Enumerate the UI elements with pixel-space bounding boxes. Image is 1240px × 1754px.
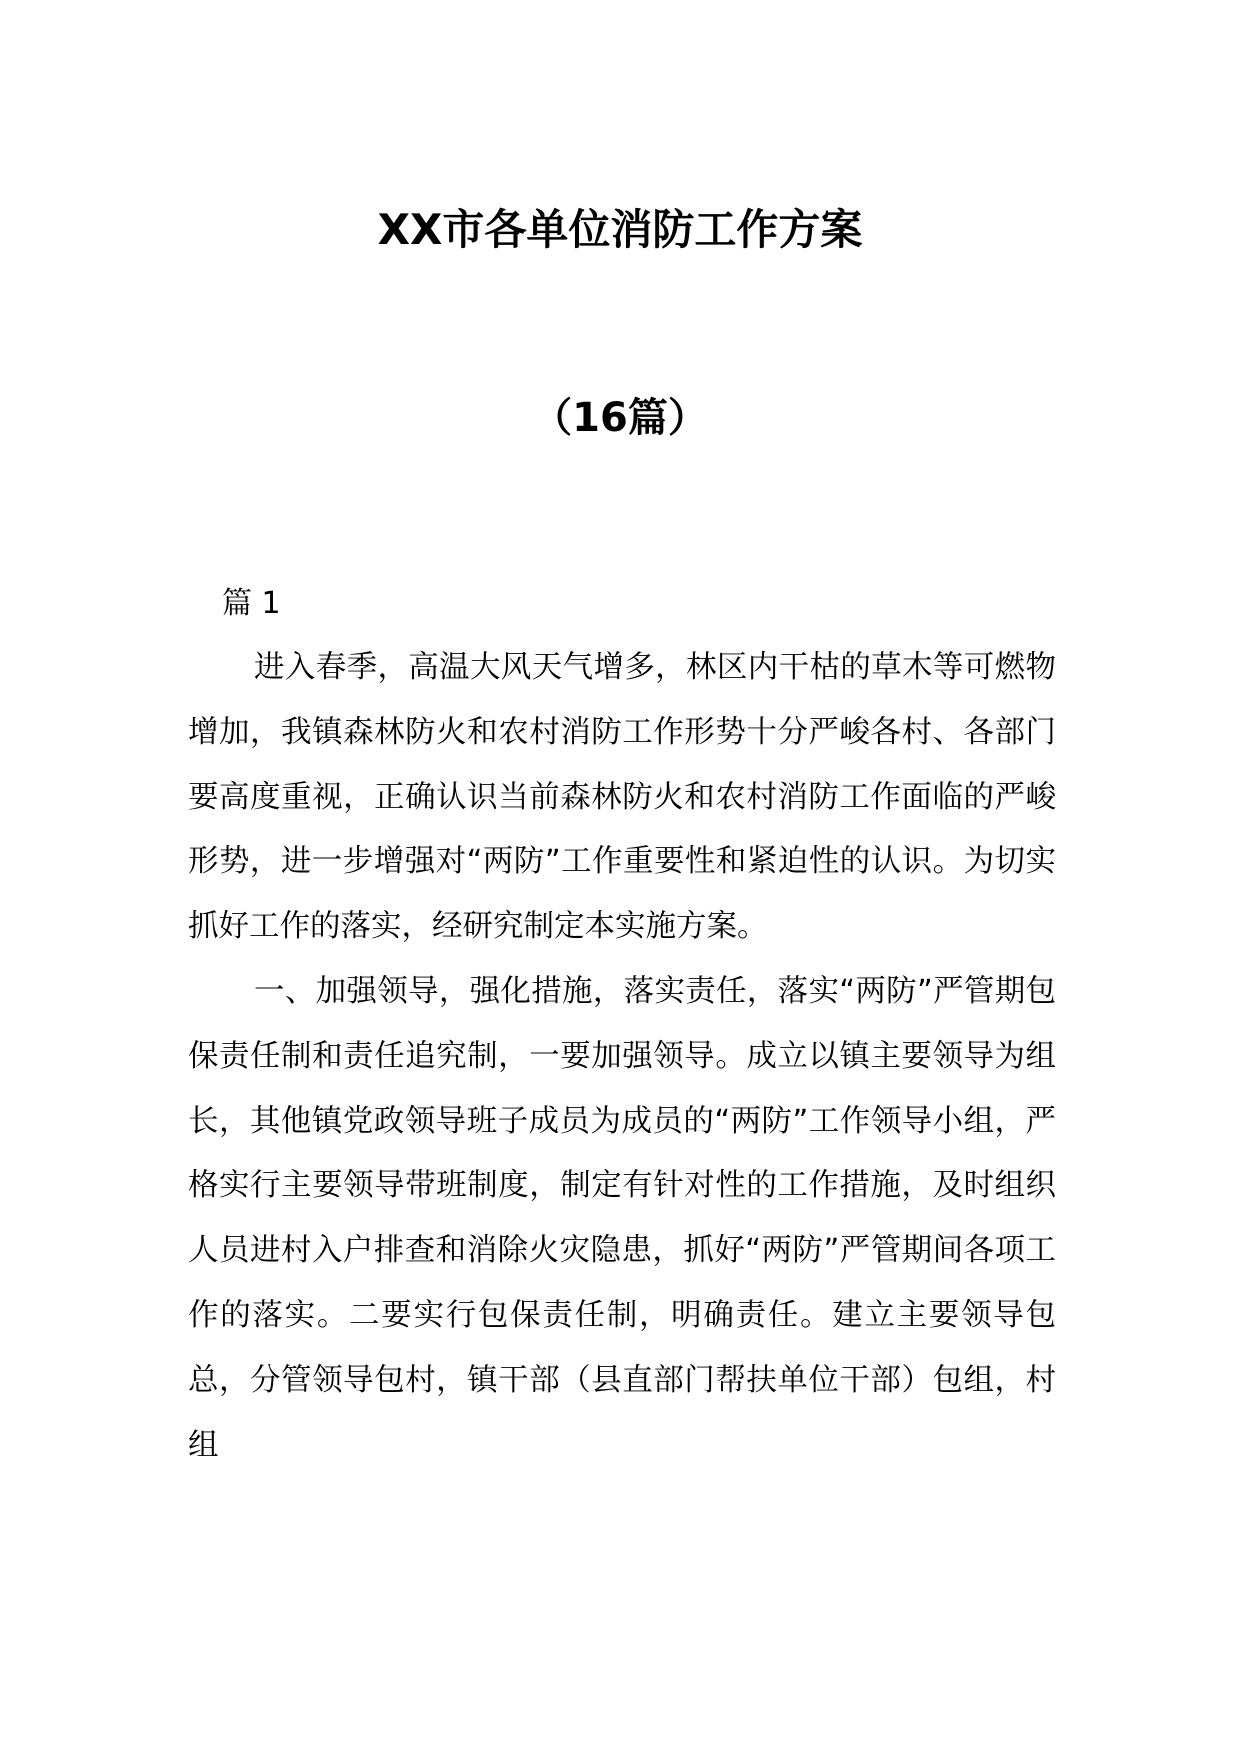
paragraph-section-one: 一、加强领导，强化措施，落实责任，落实“两防”严管期包保责任制和责任追究制，一要加强领导。成立以镇主要领导为组长，其他镇党政领导班子成员为成员的“两防”工作领导小组，严格实行主要领导带班制度，制定有针对性的工作措施，及时组织人员进村入户排查和消除火灾隐患，抓好“两防”严管期间各项工作的落实。二要实行包保责任制，明确责任。建立主要领导包总，分管领导包村，镇干部（县直部门帮扶单位干部）包组，村组	[188, 973, 1056, 1463]
paragraph-intro: 进入春季，高温大风天气增多，林区内干枯的草木等可燃物增加，我镇森林防火和农村消防工作形势十分严峻各村、各部门要高度重视，正确认识当前森林防火和农村消防工作面临的严峻形势，进一步增强对“两防”工作重要性和紧迫性的认识。为切实抓好工作的落实，经研究制定本实施方案。	[188, 650, 1056, 945]
document-title: XX市各单位消防工作方案	[377, 205, 863, 254]
section-label: 篇 1	[222, 586, 281, 621]
document-subtitle: （16篇）	[532, 395, 708, 441]
document-body	[188, 572, 1056, 1478]
